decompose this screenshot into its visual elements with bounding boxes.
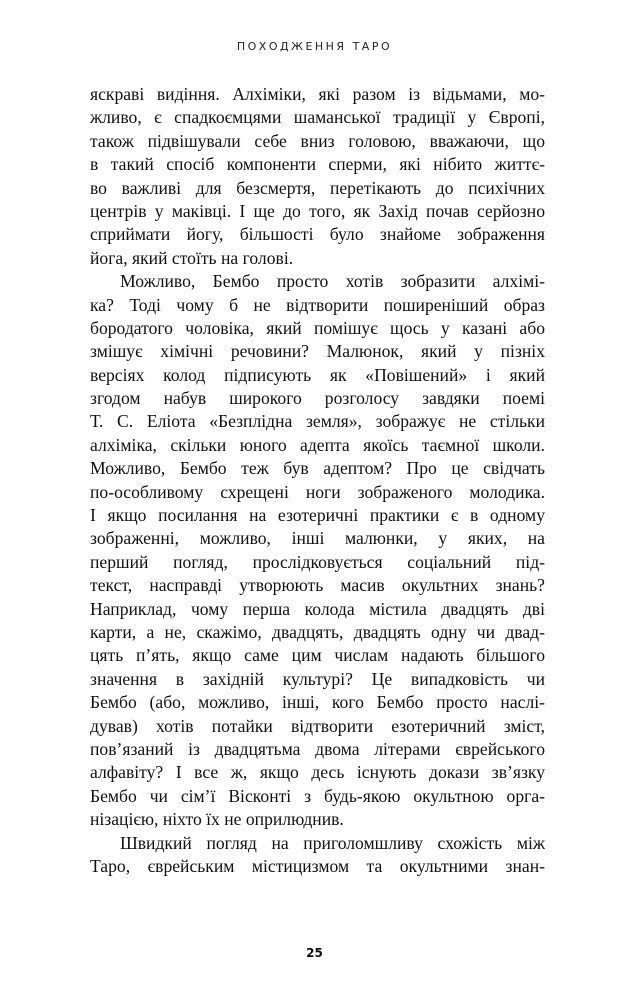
text-line: Наприклад, чому перша колода містила двадцять дві bbox=[90, 598, 545, 619]
text-line: по-особливому схрещені ноги зображеного молодика. bbox=[90, 481, 545, 502]
text-line: Т. С. Еліота «Безплідна земля», зображує не стільки bbox=[90, 411, 545, 432]
text-line: сприймати йогу, більшості було знайоме зображення bbox=[90, 224, 545, 245]
text-line: Бембо чи сім’ї Вісконті з будь-якою окультною орга- bbox=[90, 785, 545, 806]
text-line: також підвішували себе вниз головою, вважаючи, що bbox=[90, 130, 545, 151]
text-line: перший погляд, прослідковується соціальний під- bbox=[90, 551, 545, 572]
text-line: нізацією, ніхто їх не оприлюднив. bbox=[90, 809, 344, 830]
text-line: І якщо посилання на езотеричні практики є в одному bbox=[90, 505, 545, 526]
text-line: значення в західній культурі? Це випадковість чи bbox=[90, 668, 545, 689]
paragraph-3 bbox=[90, 832, 545, 879]
text-line: центрів у маківці. І ще до того, як Захід почав серйозно bbox=[90, 200, 545, 221]
text-line: версіях колод підписують як «Повішений» і який bbox=[90, 364, 545, 385]
text-line: алфавіту? І все ж, якщо десь існують докази зв’язку bbox=[90, 762, 545, 783]
text-line: згодом набув широкого розголосу завдяки поемі bbox=[90, 388, 545, 409]
text-line: во важливі для безсмертя, перетікають до психічних bbox=[90, 177, 545, 198]
text-line: карти, а не, скажімо, двадцять, двадцять одну чи двад- bbox=[90, 621, 545, 642]
text-line: яскраві видіння. Алхіміки, які разом із відьмами, мо- bbox=[90, 84, 545, 104]
text-line: Бембо (або, можливо, інші, кого Бембо просто наслі- bbox=[90, 692, 545, 713]
text-line: цять п’ять, якщо саме цим числам надають більшого bbox=[90, 645, 545, 666]
text-line: текст, насправді утворюють масив окультних знань? bbox=[90, 575, 545, 596]
paragraph-1 bbox=[90, 83, 545, 270]
text-line: Можливо, Бембо просто хотів зобразити алхімі- bbox=[120, 271, 545, 292]
text-line: жливо, є спадкоємцями шаманської традиції у Європі, bbox=[90, 107, 545, 128]
page-number: 25 bbox=[306, 946, 323, 960]
text-line: дував) хотів потайки відтворити езотеричний зміст, bbox=[90, 715, 545, 736]
text-line: бородатого чоловіка, який помішує щось у казані або bbox=[90, 317, 545, 338]
body-text bbox=[90, 83, 545, 878]
text-line: пов’язаний із двадцятьма двома літерами єврейського bbox=[90, 738, 545, 759]
text-line: зображенні, можливо, інші малюнки, у яких, на bbox=[90, 528, 545, 549]
paragraph-2 bbox=[90, 270, 545, 831]
text-line: алхіміка, скільки юного адепта якоїсь таємної школи. bbox=[90, 434, 545, 455]
text-line: в такий спосіб компоненти сперми, які нібито життє- bbox=[90, 154, 545, 175]
text-line: Таро, єврейським містицизмом та окультними знан- bbox=[90, 855, 545, 876]
text-line: йога, який стоїть на голові. bbox=[90, 247, 294, 268]
text-line: Можливо, Бембо теж був адептом? Про це свідчать bbox=[90, 458, 545, 479]
text-line: Швидкий погляд на приголомшливу схожість між bbox=[120, 832, 545, 853]
text-line: змішує хімічні речовини? Малюнок, який у пізніх bbox=[90, 341, 545, 362]
text-line: ка? Тоді чому б не відтворити поширеніший образ bbox=[90, 294, 545, 315]
running-head: ПОХОДЖЕННЯ ТАРО bbox=[236, 40, 393, 53]
